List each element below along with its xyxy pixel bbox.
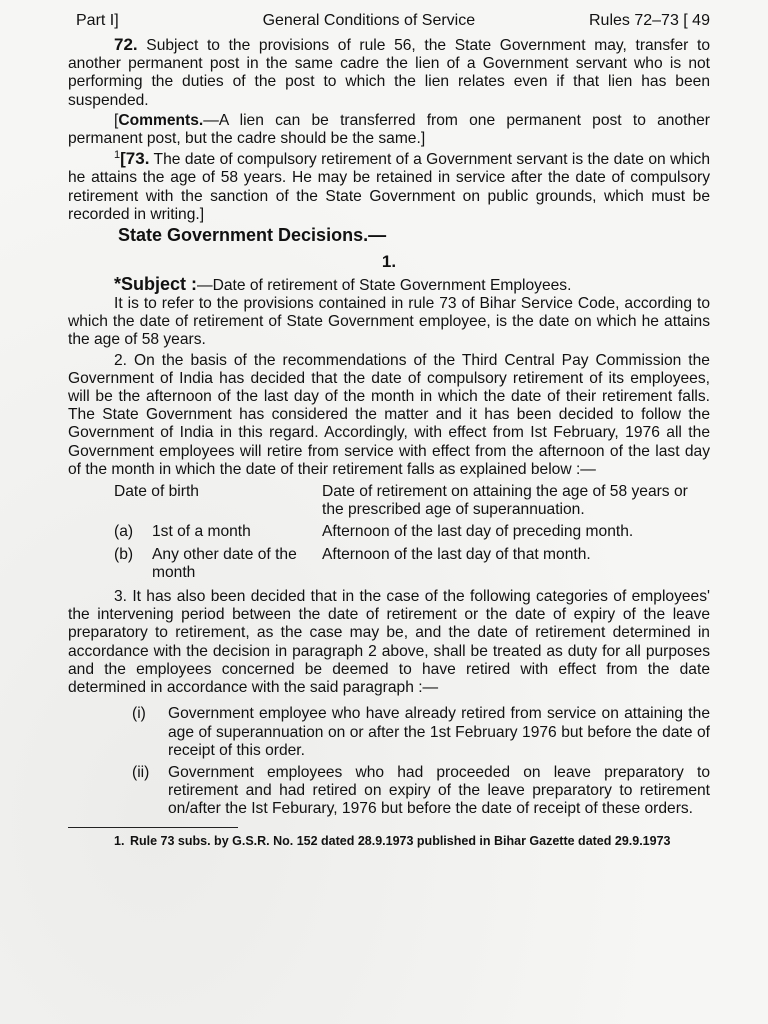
paragraph-3: 3. It has also been decided that in the case of the following categories of employees' the intervening period between the date of retirement or the date of expiry of the leave preparatory to retirement, as the case may be, and the date of retirement determined in accordance with the decision in paragraph 2 above, shall be treated as duty for all purposes and the employees concerned be deemed to have retired with effect from the date determined in accordance with the said paragraph :—: [68, 588, 710, 697]
table-header-row: [114, 483, 710, 523]
list-item: [132, 764, 710, 819]
rule-73-number: [73.: [120, 149, 150, 169]
paragraph-1: It is to refer to the provisions contained in rule 73 of Bihar Service Code, according to which the date of retirement of State Government employee, is the date on which he attains the age of 58 years.: [68, 295, 710, 349]
subject-line: [114, 274, 710, 295]
footnote: [114, 834, 710, 849]
table-row-label: (a): [114, 523, 134, 541]
footnote-divider: [68, 827, 238, 828]
table-head-retirement: Date of retirement on attaining the age of 58 years or the prescribed age of superannuation.: [322, 483, 688, 519]
header-title: General Conditions of Service: [262, 12, 476, 29]
header-rules-page: Rules 72–73 [ 49: [589, 12, 710, 29]
header-part: Part I]: [76, 12, 119, 29]
table-row-birth: 1st of a month: [152, 523, 251, 541]
list-item-number: (ii): [132, 763, 150, 781]
rule-72-number: 72.: [114, 35, 138, 54]
comments-paragraph: [68, 112, 710, 148]
retirement-date-table: [114, 483, 710, 586]
decisions-heading: State Government Decisions.—: [118, 225, 387, 246]
category-list: [132, 705, 710, 818]
list-item: [132, 705, 710, 760]
table-row-birth: Any other date of the month: [152, 545, 297, 581]
rule-72-text: Subject to the provisions of rule 56, the State Government may, transfer to another permanent post in the same cadre the lien of a Government servant who is not performing the duties of the post to which the lien relates even if that lien has been suspended.: [68, 37, 710, 109]
subject-label: *Subject :: [114, 274, 198, 295]
table-row-label: (b): [114, 545, 134, 563]
table-row: [114, 546, 710, 586]
table-row-retirement: Afternoon of the last day of that month.: [322, 545, 591, 563]
list-item-text: Government employee who have already retired from service on attaining the age of superannuation on or after the 1st February 1976 but before the date of receipt of this order.: [168, 705, 710, 759]
rule-73-footnote-ref: 1: [114, 149, 121, 162]
list-item-number: (i): [132, 705, 146, 723]
footnote-text: Rule 73 subs. by G.S.R. No. 152 dated 28.9.1973 published in Bihar Gazette dated 29.9.1973: [130, 833, 671, 848]
rule-73: [68, 150, 710, 224]
paragraph-2: 2. On the basis of the recommendations of the Third Central Pay Commission the Government of India has decided that the date of compulsory retirement of its employees, will be the afternoon of the last day of the month in which the date of their retirement falls. The State Government has considered the matter and it has been decided to follow the Government of India in this regard. Accordingly, with effect from Ist February, 1976 all the Government employees will retire from service with effect from the afternoon of the last day of the month in which the date of their retirement falls as explained below :—: [68, 351, 710, 478]
table-row-retirement: Afternoon of the last day of preceding month.: [322, 523, 634, 541]
list-item-text: Government employees who had proceeded on leave preparatory to retirement and had retired on expiry of the leave preparatory to retirement on/after the Ist Feburary, 1976 but before the date of receipt of these orders.: [168, 763, 710, 818]
comments-open-bracket: [: [114, 111, 119, 129]
rule-73-text: The date of compulsory retirement of a Government servant is the date on which he attains the age of 58 years. He may be retained in service after the date of compulsory retirement with the sanction of the State Government on public grounds, which must be recorded in writing.]: [68, 151, 710, 223]
table-row: [114, 523, 710, 545]
page-header: [76, 12, 710, 30]
decision-number: 1.: [381, 252, 397, 272]
rule-72: [68, 36, 710, 110]
table-head-birth: Date of birth: [114, 483, 199, 501]
subject-text: —Date of retirement of State Government Employees.: [197, 277, 572, 295]
comments-label: Comments.: [118, 111, 204, 129]
comments-text: —A lien can be transferred from one permanent post to another permanent post, but the cadre should be the same.]: [68, 111, 710, 148]
footnote-number: 1.: [114, 833, 125, 848]
